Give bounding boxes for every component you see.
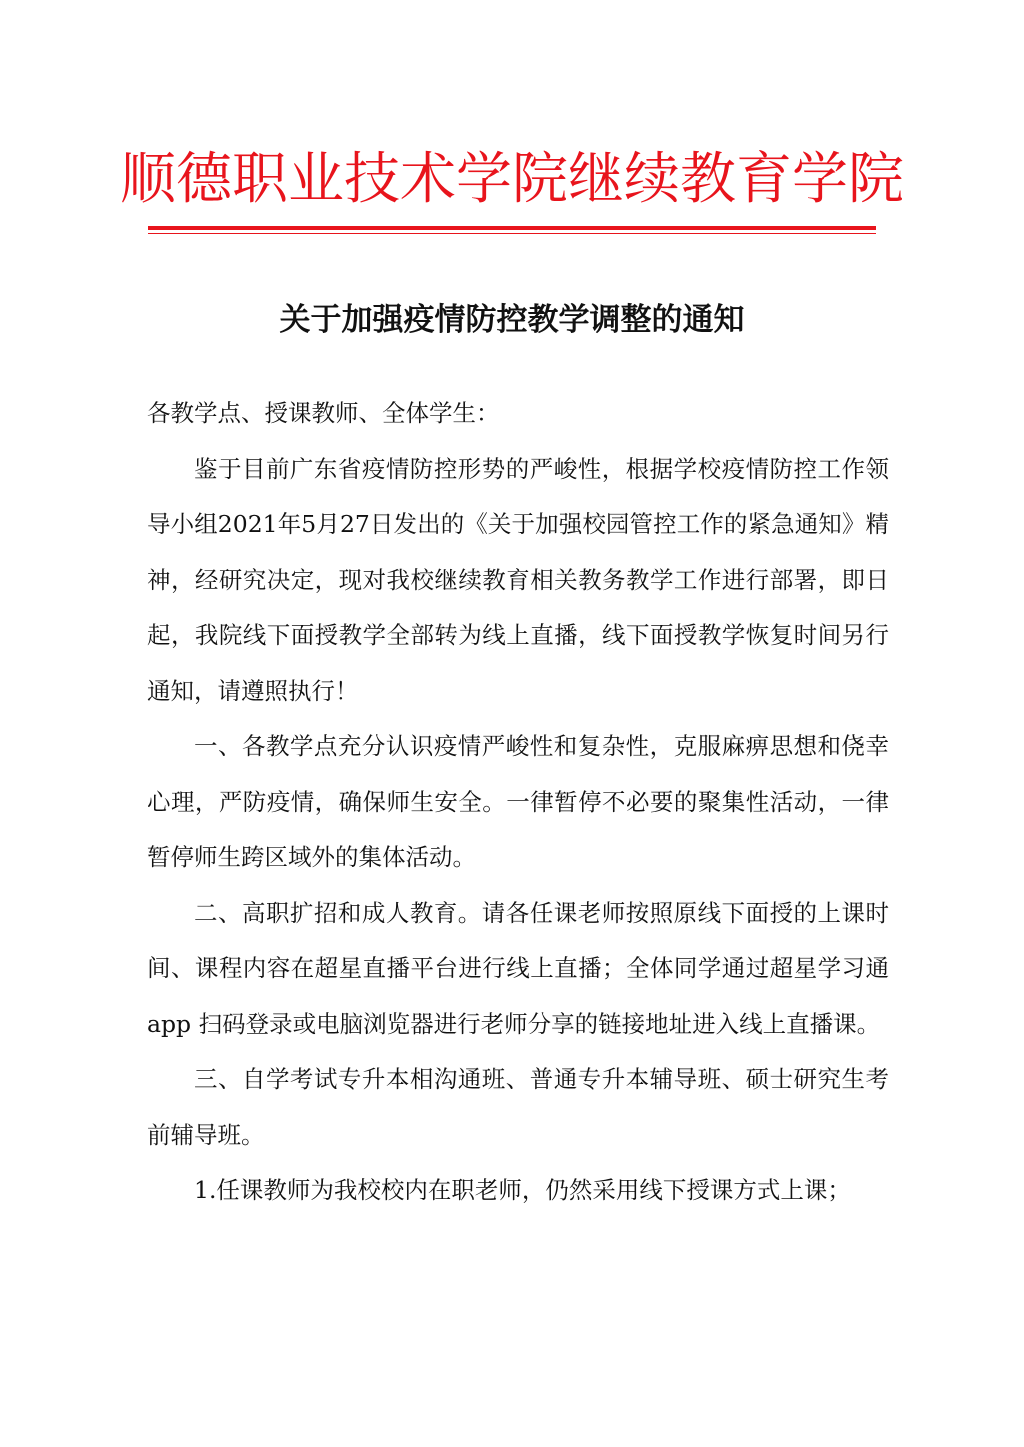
- notice-salutation: 各教学点、授课教师、全体学生：: [147, 399, 500, 427]
- notice-paragraph-subitem-1: 1.任课教师为我校校内在职老师，仍然采用线下授课方式上课；: [194, 1176, 851, 1204]
- notice-paragraph-intro: 鉴于目前广东省疫情防控形势的严峻性，根据学校疫情防控工作领导小组2021年5月27日发出的《关于加强校园管控工作的紧急通知》精神，经研究决定，现对我校继续教育相关教务教学工作进行部署，即日起，我院线下面授教学全部转为线上直播，线下面授教学恢复时间另行通知，请遵照执行！: [147, 454, 889, 705]
- notice-title: 关于加强疫情防控教学调整的通知: [279, 302, 745, 338]
- notice-paragraph-item-1: 一、各教学点充分认识疫情严峻性和复杂性，克服麻痹思想和侥幸心理，严防疫情，确保师生安全。一律暂停不必要的聚集性活动，一律暂停师生跨区域外的集体活动。: [147, 732, 889, 871]
- notice-paragraph-item-3: 三、自学考试专升本相沟通班、普通专升本辅导班、硕士研究生考前辅导班。: [147, 1065, 889, 1149]
- letterhead-institution-name: 顺德职业技术学院继续教育学院: [120, 147, 904, 212]
- notice-paragraph-item-2: 二、高职扩招和成人教育。请各任课老师按照原线下面授的上课时间、课程内容在超星直播平台进行线上直播；全体同学通过超星学习通 app 扫码登录或电脑浏览器进行老师分享的链接地址进入线上直播课。: [147, 898, 889, 1038]
- notice-body: [147, 386, 889, 1219]
- letterhead-rule-thin: [148, 233, 876, 234]
- letterhead-rule-thick: [148, 226, 876, 230]
